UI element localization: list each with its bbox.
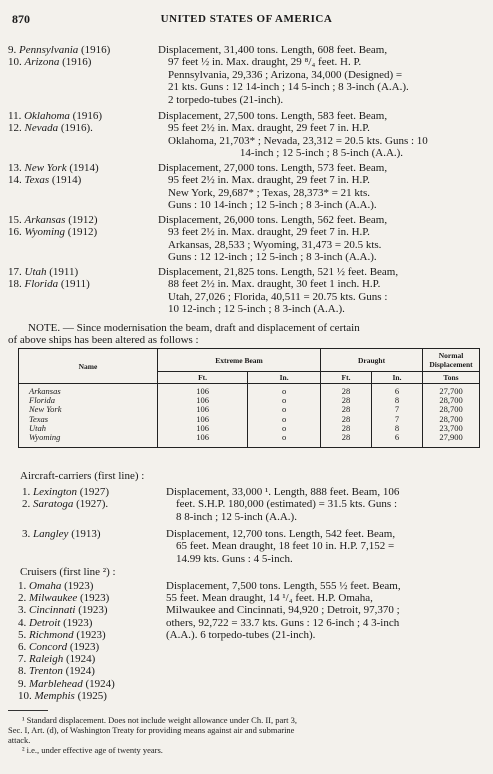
ship-description bbox=[158, 214, 485, 264]
ship-year: (1914) bbox=[51, 174, 82, 187]
desc-line: Utah, 27,026 ; Florida, 40,511 = 20.75 kts. Guns : bbox=[168, 290, 388, 303]
entry-pennsylvania-arizona bbox=[8, 44, 485, 108]
ship-year: (1923) bbox=[80, 592, 110, 605]
ship-name: Cincinnati bbox=[29, 604, 76, 617]
row-beam-ft: 106 bbox=[158, 396, 248, 405]
row-displacement: 28,700 bbox=[423, 405, 480, 414]
desc-line: 8 8-inch ; 12 5-inch (A.A.). bbox=[176, 510, 297, 523]
desc-line: Milwaukee and Cincinnati, 94,920 ; Detroit, 97,370 ; bbox=[166, 604, 400, 617]
entry-langley bbox=[8, 528, 485, 568]
desc-line: feet. S.H.P. 180,000 (estimated) = 31.5 kts. Guns : bbox=[176, 498, 397, 511]
row-draught-in: 6 bbox=[372, 384, 423, 397]
row-beam-in: o bbox=[248, 433, 321, 448]
row-name: Arkansas bbox=[19, 384, 158, 397]
ship-names bbox=[8, 266, 156, 291]
tons-header: Tons bbox=[423, 372, 480, 384]
ship-number: 12. bbox=[8, 122, 22, 135]
ship-number: 11. bbox=[8, 110, 22, 122]
ship-name: Utah bbox=[24, 266, 47, 278]
ship-description bbox=[166, 580, 485, 641]
ship-number: 2. bbox=[18, 592, 27, 605]
ship-name: Langley bbox=[33, 528, 69, 540]
footnote-line: attack. bbox=[8, 735, 31, 745]
ship-name: Texas bbox=[24, 174, 50, 187]
row-draught-ft: 28 bbox=[321, 384, 372, 397]
table-row bbox=[19, 415, 480, 424]
draught-in-header: In. bbox=[372, 372, 423, 384]
row-draught-ft: 28 bbox=[321, 405, 372, 414]
row-beam-in: o bbox=[248, 384, 321, 397]
col-name-header: Name bbox=[19, 349, 158, 384]
ship-number: 17. bbox=[8, 266, 22, 278]
row-displacement: 28,700 bbox=[423, 415, 480, 424]
ship-number: 3. bbox=[18, 604, 27, 617]
ship-number: 3. bbox=[22, 528, 31, 540]
row-name: Florida bbox=[19, 396, 158, 405]
ship-year: (1916) bbox=[81, 44, 111, 56]
ship-name: Raleigh bbox=[29, 653, 64, 666]
ship-name: Wyoming bbox=[24, 226, 66, 239]
desc-line: 65 feet. Mean draught, 18 feet 10 in. H.P. 7,152 = bbox=[176, 540, 395, 553]
footnote-line: Sec. I, Art. (d), of Washington Treaty for providing means against air and submarine bbox=[8, 725, 295, 735]
ship-year: (1924) bbox=[85, 677, 115, 690]
table-row bbox=[19, 396, 480, 405]
ship-year: (1913) bbox=[71, 528, 101, 540]
ship-year: (1911) bbox=[60, 278, 90, 291]
row-name: New York bbox=[19, 405, 158, 414]
ship-name: Nevada bbox=[24, 122, 59, 135]
ship-name: Florida bbox=[24, 278, 59, 291]
desc-line: Arkansas, 28,533 ; Wyoming, 31,473 = 20.5 kts. bbox=[168, 238, 382, 251]
ship-year: (1925) bbox=[77, 689, 107, 702]
ship-number: 13. bbox=[8, 162, 22, 174]
footnote-line: ² i.e., under effective age of twenty years. bbox=[22, 745, 163, 755]
ship-number: 2. bbox=[22, 498, 31, 511]
modernisation-note bbox=[8, 322, 485, 347]
footnote-line: ¹ Standard displacement. Does not include weight allowance under Ch. II, part 3, bbox=[22, 715, 297, 725]
ship-year: (1923) bbox=[69, 641, 100, 654]
row-draught-in: 8 bbox=[372, 396, 423, 405]
desc-line: (A.A.). 6 torpedo-tubes (21-inch). bbox=[166, 628, 316, 641]
desc-line: 14.99 kts. Guns : 4 5-inch. bbox=[176, 552, 293, 565]
row-beam-ft: 106 bbox=[158, 424, 248, 433]
ship-names bbox=[8, 44, 156, 69]
ship-year: (1911) bbox=[49, 266, 79, 278]
ship-description bbox=[166, 486, 485, 523]
entry-cruisers bbox=[8, 580, 485, 708]
section-heading-text: Cruisers (first line ²) : bbox=[20, 566, 116, 578]
desc-line: Displacement, 31,400 tons. Length, 608 feet. Beam, bbox=[158, 44, 388, 56]
desc-line: 10 12-inch ; 12 5-inch ; 8 3-inch (A.A.). bbox=[168, 303, 345, 316]
row-name: Wyoming bbox=[19, 433, 158, 448]
row-draught-ft: 28 bbox=[321, 396, 372, 405]
desc-line: Guns : 10 14-inch ; 12 5-inch ; 8 3-inch (A.A.). bbox=[168, 199, 377, 212]
entry-lexington-saratoga bbox=[8, 486, 485, 526]
ship-number: 8. bbox=[18, 665, 27, 678]
desc-line: 55 feet. Mean draught, 14 ¹/₄ feet. H.P. Omaha, bbox=[166, 592, 373, 605]
ship-name: Richmond bbox=[29, 628, 74, 641]
ship-number: 16. bbox=[8, 226, 22, 239]
row-draught-in: 7 bbox=[372, 405, 423, 414]
ship-number: 1. bbox=[22, 486, 31, 498]
beam-in-header: In. bbox=[248, 372, 321, 384]
ship-number: 4. bbox=[18, 616, 27, 629]
ship-number: 10. bbox=[8, 56, 22, 69]
desc-line: 97 feet ½ in. Max. draught, 29 ⁸/₄ feet. H. P. bbox=[168, 56, 362, 69]
desc-line: Displacement, 12,700 tons. Length, 542 feet. Beam, bbox=[166, 528, 396, 540]
desc-line: Displacement, 33,000 ¹. Length, 888 feet. Beam, 106 bbox=[166, 486, 400, 498]
row-draught-ft: 28 bbox=[321, 433, 372, 448]
section-heading-text: Aircraft-carriers (first line) : bbox=[20, 470, 145, 482]
ship-year: (1916) bbox=[62, 56, 92, 69]
ship-year: (1924) bbox=[65, 653, 96, 666]
ship-year: (1914) bbox=[69, 162, 99, 174]
ship-number: 14. bbox=[8, 174, 22, 187]
row-displacement: 27,700 bbox=[423, 384, 480, 397]
col-beam-header: Extreme Beam bbox=[158, 349, 321, 372]
ship-names bbox=[8, 528, 170, 540]
ship-names bbox=[8, 486, 170, 511]
row-beam-in: o bbox=[248, 424, 321, 433]
ship-number: 5. bbox=[18, 628, 27, 641]
desc-line: 95 feet 2½ in. Max. draught, 29 feet 7 in. H.P. bbox=[168, 174, 370, 187]
ship-number: 9. bbox=[8, 44, 17, 56]
footnote-rule bbox=[8, 710, 48, 711]
desc-line: 95 feet 2½ in. Max. draught, 29 feet 7 in. H.P. bbox=[168, 122, 370, 135]
entry-utah-florida bbox=[8, 266, 485, 318]
ship-name: Milwaukee bbox=[29, 592, 78, 605]
col-draught-header: Draught bbox=[321, 349, 423, 372]
ship-name: Concord bbox=[29, 641, 68, 654]
row-displacement: 27,900 bbox=[423, 433, 480, 448]
desc-line: 21 kts. Guns : 12 14-inch ; 14 5-inch ; 8 3-inch (A.A.). bbox=[168, 81, 409, 94]
ship-names bbox=[8, 162, 156, 187]
ship-year: (1923) bbox=[76, 628, 106, 641]
ship-name: Pennsylvania bbox=[19, 44, 79, 56]
row-beam-ft: 106 bbox=[158, 405, 248, 414]
ship-description bbox=[166, 528, 485, 565]
entry-newyork-texas bbox=[8, 162, 485, 214]
ship-name: Marblehead bbox=[29, 677, 83, 690]
desc-line: Oklahoma, 21,703* ; Nevada, 23,312 = 20.5 kts. Guns : 10 bbox=[168, 134, 428, 147]
row-draught-in: 7 bbox=[372, 415, 423, 424]
table-row bbox=[19, 433, 480, 448]
desc-line: Displacement, 27,500 tons. Length, 583 feet. Beam, bbox=[158, 110, 388, 122]
ship-name: Lexington bbox=[33, 486, 77, 498]
desc-line: New York, 29,687* ; Texas, 28,373* = 21 kts. bbox=[168, 186, 371, 199]
ship-number: 7. bbox=[18, 653, 27, 666]
page-number: 870 bbox=[12, 12, 30, 26]
ship-name: Trenton bbox=[29, 665, 63, 678]
row-beam-ft: 106 bbox=[158, 433, 248, 448]
row-draught-ft: 28 bbox=[321, 424, 372, 433]
desc-line: Displacement, 26,000 tons. Length, 562 feet. Beam, bbox=[158, 214, 388, 226]
desc-line: 14-inch ; 12 5-inch ; 8 5-inch (A.A.). bbox=[239, 147, 404, 160]
carriers-heading bbox=[20, 470, 144, 482]
ship-year: (1927). bbox=[76, 498, 109, 511]
desc-line: Displacement, 7,500 tons. Length, 555 ½ feet. Beam, bbox=[166, 580, 401, 592]
row-displacement: 28,700 bbox=[423, 396, 480, 405]
desc-line: 88 feet 2½ in. Max. draught, 30 feet 1 inch. H.P. bbox=[168, 278, 381, 291]
desc-line: 93 feet 2½ in. Max. draught, 29 feet 7 in. H.P. bbox=[168, 226, 370, 239]
note-line: of above ships has been altered as follows : bbox=[8, 334, 199, 347]
ship-number: 18. bbox=[8, 278, 22, 291]
ship-year: (1912) bbox=[67, 226, 98, 239]
row-beam-in: o bbox=[248, 396, 321, 405]
ship-year: (1923) bbox=[64, 580, 94, 592]
ship-name: Arizona bbox=[24, 56, 60, 69]
ship-name: Memphis bbox=[34, 689, 75, 702]
ship-year: (1923) bbox=[63, 616, 93, 629]
ship-number: 1. bbox=[18, 580, 27, 592]
desc-line: others, 92,722 = 33.7 kts. Guns : 12 6-inch ; 4 3-inch bbox=[166, 616, 400, 629]
ship-name: Saratoga bbox=[33, 498, 74, 511]
modernisation-table bbox=[18, 348, 480, 448]
ship-number: 15. bbox=[8, 214, 22, 226]
desc-line: Pennsylvania, 29,336 ; Arizona, 34,000 (Designed) = bbox=[168, 68, 403, 81]
ship-name: New York bbox=[24, 162, 67, 174]
ship-number: 10. bbox=[18, 689, 32, 702]
col-displacement-header: Normal Displacement bbox=[423, 349, 480, 372]
ship-year: (1924) bbox=[65, 665, 95, 678]
ship-year: (1923) bbox=[78, 604, 108, 617]
ship-name: Arkansas bbox=[24, 214, 66, 226]
row-beam-ft: 106 bbox=[158, 415, 248, 424]
ship-name: Omaha bbox=[29, 580, 62, 592]
ship-name: Detroit bbox=[29, 616, 61, 629]
row-beam-in: o bbox=[248, 405, 321, 414]
ship-description bbox=[158, 266, 485, 316]
ship-name: Oklahoma bbox=[24, 110, 70, 122]
ship-description bbox=[158, 44, 485, 106]
page-header bbox=[8, 12, 485, 28]
desc-line: Guns : 12 12-inch ; 12 5-inch ; 8 3-inch (A.A.). bbox=[168, 251, 377, 264]
entry-arkansas-wyoming bbox=[8, 214, 485, 266]
draught-ft-header: Ft. bbox=[321, 372, 372, 384]
ship-year: (1916). bbox=[60, 122, 93, 135]
desc-line: 2 torpedo-tubes (21-inch). bbox=[168, 93, 284, 106]
ship-year: (1927) bbox=[79, 486, 110, 498]
row-beam-in: o bbox=[248, 415, 321, 424]
row-beam-ft: 106 bbox=[158, 384, 248, 397]
entry-oklahoma-nevada bbox=[8, 110, 485, 162]
ship-number: 9. bbox=[18, 677, 27, 690]
ship-year: (1912) bbox=[68, 214, 98, 226]
row-draught-in: 8 bbox=[372, 424, 423, 433]
table-row bbox=[19, 384, 480, 397]
ship-names bbox=[8, 580, 166, 702]
footnotes bbox=[8, 715, 485, 755]
row-name: Utah bbox=[19, 424, 158, 433]
desc-line: Displacement, 27,000 tons. Length, 573 feet. Beam, bbox=[158, 162, 388, 174]
row-draught-ft: 28 bbox=[321, 415, 372, 424]
row-displacement: 23,700 bbox=[423, 424, 480, 433]
row-name: Texas bbox=[19, 415, 158, 424]
table-row bbox=[19, 405, 480, 414]
ship-year: (1916) bbox=[72, 110, 102, 122]
desc-line: Displacement, 21,825 tons. Length, 521 ½ feet. Beam, bbox=[158, 266, 399, 278]
page-title: UNITED STATES OF AMERICA bbox=[160, 13, 333, 25]
note-line: NOTE. — Since modernisation the beam, draft and displacement of certain bbox=[28, 322, 360, 334]
ship-description bbox=[158, 110, 485, 160]
row-draught-in: 6 bbox=[372, 433, 423, 448]
ship-number: 6. bbox=[18, 641, 27, 654]
ship-description bbox=[158, 162, 485, 212]
ship-names bbox=[8, 214, 156, 239]
beam-ft-header: Ft. bbox=[158, 372, 248, 384]
table-row bbox=[19, 424, 480, 433]
cruisers-heading bbox=[20, 566, 116, 578]
ship-names bbox=[8, 110, 156, 135]
